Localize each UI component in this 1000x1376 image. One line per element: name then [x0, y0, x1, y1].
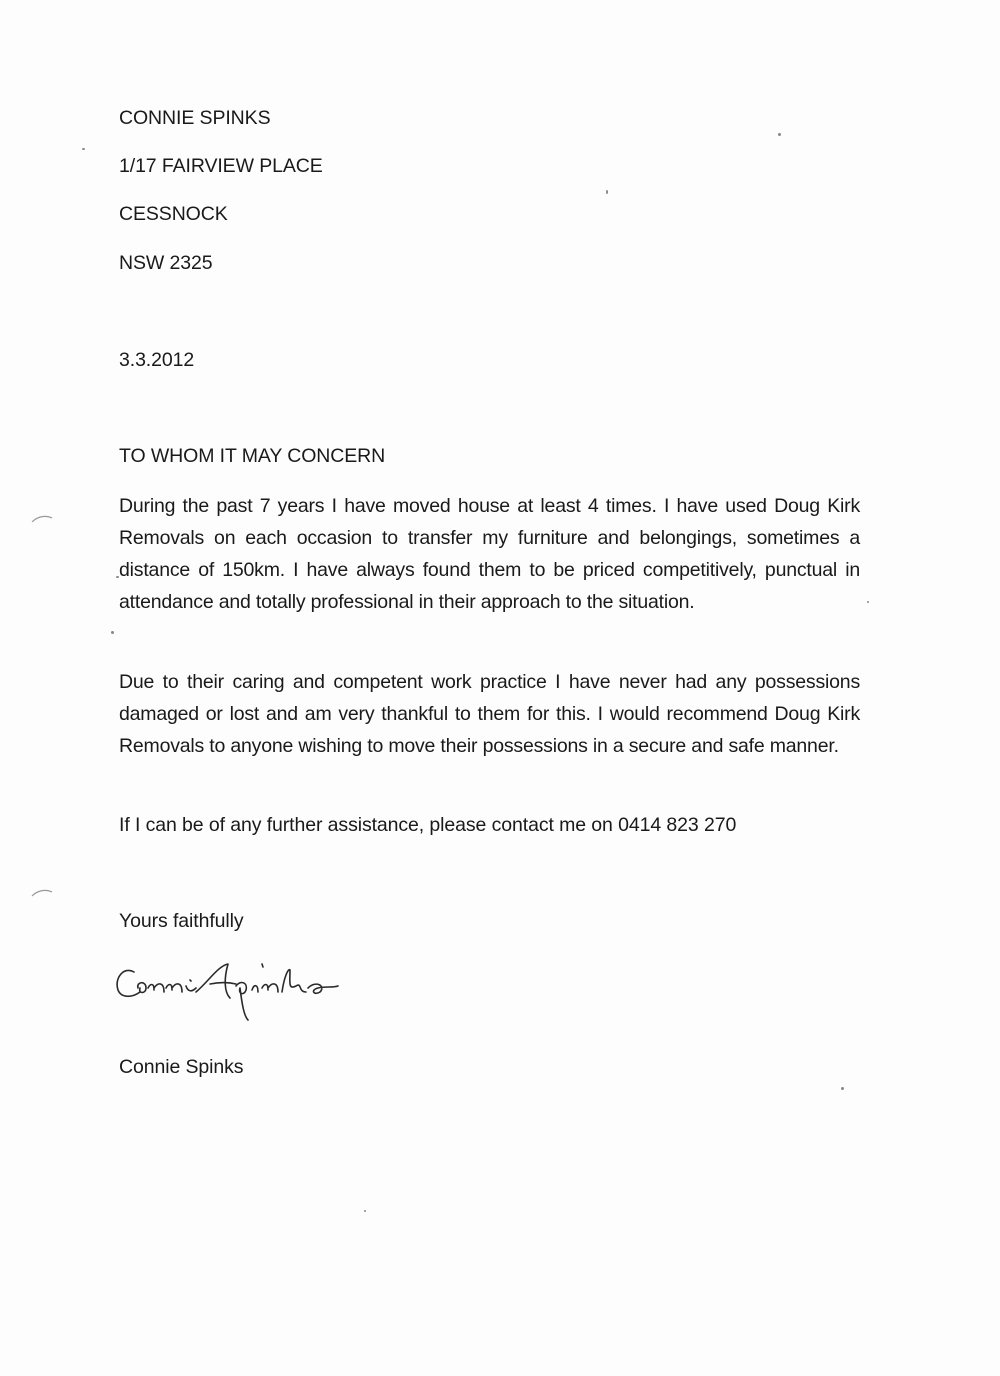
body-paragraph-1: During the past 7 years I have moved house at least 4 times. I have used Doug Kirk Removals on each occasion to transfer my furniture and belongings, sometimes a distance of 150km. I have always found them to be priced competitively, punctual in attendance and totally professional in their approach to the situation. — [119, 495, 860, 613]
letter-date: 3.3.2012 — [119, 349, 195, 371]
scan-speck — [606, 190, 608, 194]
salutation: TO WHOM IT MAY CONCERN — [119, 445, 386, 467]
body-paragraph-3: If I can be of any further assistance, please contact me on 0414 823 270 — [119, 814, 737, 836]
sender-name: CONNIE SPINKS — [119, 107, 271, 129]
signatory-name: Connie Spinks — [119, 1056, 244, 1078]
sender-state-postcode: NSW 2325 — [119, 252, 213, 274]
scan-speck — [111, 631, 114, 634]
scan-speck — [867, 601, 869, 603]
scan-speck — [116, 576, 119, 578]
closing: Yours faithfully — [119, 910, 244, 932]
scan-speck — [778, 133, 781, 136]
handwritten-signature — [112, 958, 362, 1028]
sender-street: 1/17 FAIRVIEW PLACE — [119, 155, 323, 177]
scan-mark — [30, 512, 54, 526]
scan-mark — [30, 886, 54, 900]
scan-speck — [841, 1087, 844, 1090]
sender-town: CESSNOCK — [119, 203, 228, 225]
body-paragraph-2: Due to their caring and competent work practice I have never had any possessions damaged or lost and am very thankful to them for this. I would recommend Doug Kirk Removals to anyone wishing to move their possessions in a secure and safe manner. — [119, 671, 860, 757]
scan-speck — [82, 148, 85, 150]
scan-speck — [364, 1210, 366, 1212]
